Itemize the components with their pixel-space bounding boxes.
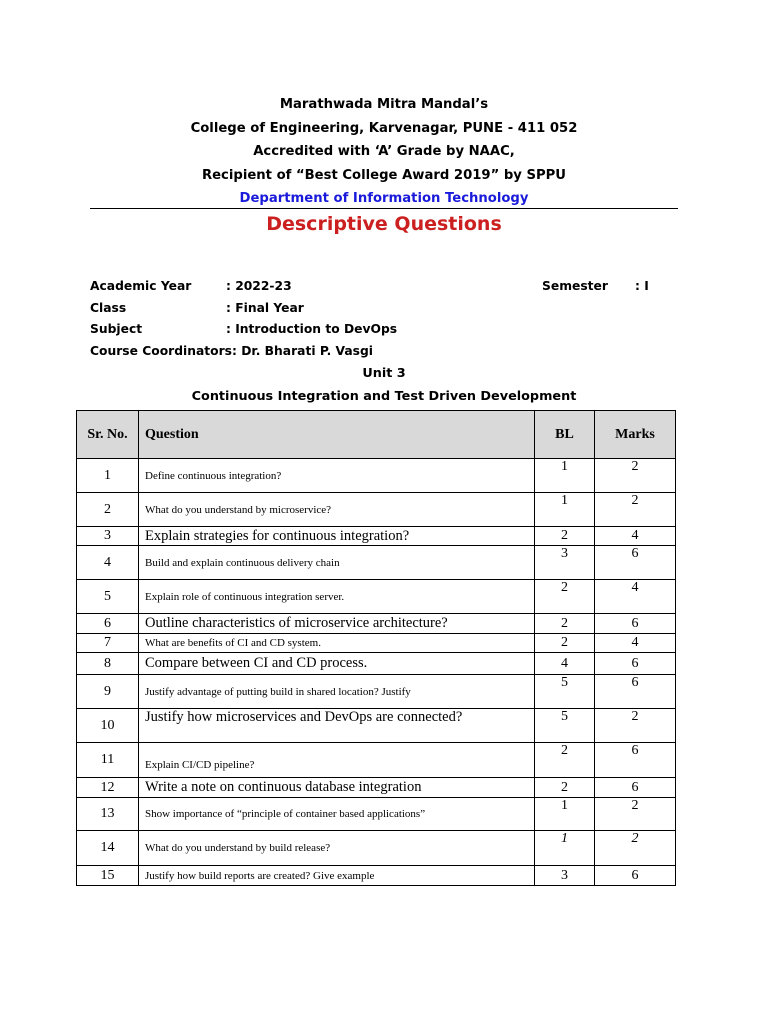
question-text: What do you understand by microservice?	[139, 493, 535, 527]
table-row	[77, 527, 676, 546]
table-row	[77, 709, 676, 743]
semester-label: Semester	[542, 279, 608, 293]
sr-no: 7	[77, 634, 139, 653]
sr-no: 12	[77, 778, 139, 798]
sr-no: 3	[77, 527, 139, 546]
header-bl: BL	[535, 411, 595, 459]
question-text: Show importance of “principle of container based applications”	[139, 798, 535, 831]
marks-value: 6	[595, 675, 676, 709]
table-row	[77, 743, 676, 778]
bl-value: 1	[535, 798, 595, 831]
marks-value: 4	[595, 527, 676, 546]
table-row	[77, 634, 676, 653]
header-divider	[90, 208, 678, 209]
question-text: Compare between CI and CD process.	[139, 653, 535, 675]
header-line-accreditation: Accredited with ‘A’ Grade by NAAC,	[253, 144, 515, 160]
bl-value: 3	[535, 546, 595, 580]
semester-value: : I	[635, 279, 649, 293]
marks-value: 6	[595, 778, 676, 798]
marks-value: 2	[595, 798, 676, 831]
question-text: Build and explain continuous delivery chain	[139, 546, 535, 580]
table-row	[77, 798, 676, 831]
subject-value: : Introduction to DevOps	[226, 322, 398, 336]
unit-name: Continuous Integration and Test Driven Development	[191, 389, 577, 404]
sr-no: 11	[77, 743, 139, 778]
header-line-mandal: Marathwada Mitra Mandal’s	[279, 97, 489, 112]
sr-no: 10	[77, 709, 139, 743]
sr-no: 1	[77, 459, 139, 493]
header-line-award: Recipient of “Best College Award 2019” by SPPU	[201, 167, 567, 183]
bl-value: 1	[535, 831, 595, 866]
question-text: Explain strategies for continuous integration?	[139, 527, 535, 546]
academic-year-label: Academic Year	[90, 279, 192, 293]
sr-no: 15	[77, 866, 139, 886]
question-text: Write a note on continuous database integration	[139, 778, 535, 798]
class-value: : Final Year	[226, 301, 304, 315]
bl-value: 2	[535, 743, 595, 778]
table-row	[77, 653, 676, 675]
marks-value: 2	[595, 709, 676, 743]
academic-year-value: : 2022-23	[226, 279, 292, 293]
bl-value: 3	[535, 866, 595, 886]
question-text: Explain role of continuous integration server.	[139, 580, 535, 614]
bl-value: 2	[535, 614, 595, 634]
bl-value: 2	[535, 527, 595, 546]
department-name: Department of Information Technology	[239, 191, 529, 207]
table-row	[77, 546, 676, 580]
header-question: Question	[139, 411, 535, 459]
bl-value: 2	[535, 580, 595, 614]
sr-no: 8	[77, 653, 139, 675]
question-text: Justify how microservices and DevOps are connected?	[139, 709, 535, 743]
marks-value: 2	[595, 831, 676, 866]
bl-value: 5	[535, 675, 595, 709]
marks-value: 4	[595, 580, 676, 614]
table-row	[77, 493, 676, 527]
bl-value: 5	[535, 709, 595, 743]
header-line-college: College of Engineering, Karvenagar, PUNE - 411 052	[190, 120, 578, 136]
sr-no: 9	[77, 675, 139, 709]
bl-value: 2	[535, 634, 595, 653]
header-sr-no: Sr. No.	[77, 411, 139, 459]
class-label: Class	[90, 301, 127, 315]
bl-value: 2	[535, 778, 595, 798]
sr-no: 6	[77, 614, 139, 634]
marks-value: 2	[595, 493, 676, 527]
question-text: Outline characteristics of microservice architecture?	[139, 614, 535, 634]
unit-number: Unit 3	[362, 366, 406, 381]
question-text: Define continuous integration?	[139, 459, 535, 493]
question-text: What do you understand by build release?	[139, 831, 535, 866]
marks-value: 6	[595, 546, 676, 580]
college-header	[0, 93, 768, 211]
sr-no: 13	[77, 798, 139, 831]
document-title: Descriptive Questions	[266, 213, 502, 235]
question-text: Justify advantage of putting build in shared location? Justify	[139, 675, 535, 709]
sr-no: 4	[77, 546, 139, 580]
table-row	[77, 580, 676, 614]
marks-value: 6	[595, 653, 676, 675]
marks-value: 6	[595, 743, 676, 778]
table-header-row	[77, 411, 676, 459]
bl-value: 4	[535, 653, 595, 675]
table-row	[77, 614, 676, 634]
marks-value: 6	[595, 614, 676, 634]
question-text: Explain CI/CD pipeline?	[139, 743, 535, 778]
header-marks: Marks	[595, 411, 676, 459]
question-text: What are benefits of CI and CD system.	[139, 634, 535, 653]
table-row	[77, 831, 676, 866]
table-row	[77, 866, 676, 886]
marks-value: 2	[595, 459, 676, 493]
questions-table	[76, 410, 676, 886]
bl-value: 1	[535, 459, 595, 493]
table-row	[77, 778, 676, 798]
sr-no: 2	[77, 493, 139, 527]
question-text: Justify how build reports are created? Give example	[139, 866, 535, 886]
marks-value: 6	[595, 866, 676, 886]
course-coordinators: Course Coordinators: Dr. Bharati P. Vasgi	[90, 344, 374, 358]
subject-label: Subject	[90, 322, 143, 336]
sr-no: 14	[77, 831, 139, 866]
sr-no: 5	[77, 580, 139, 614]
bl-value: 1	[535, 493, 595, 527]
table-row	[77, 675, 676, 709]
marks-value: 4	[595, 634, 676, 653]
table-row	[77, 459, 676, 493]
